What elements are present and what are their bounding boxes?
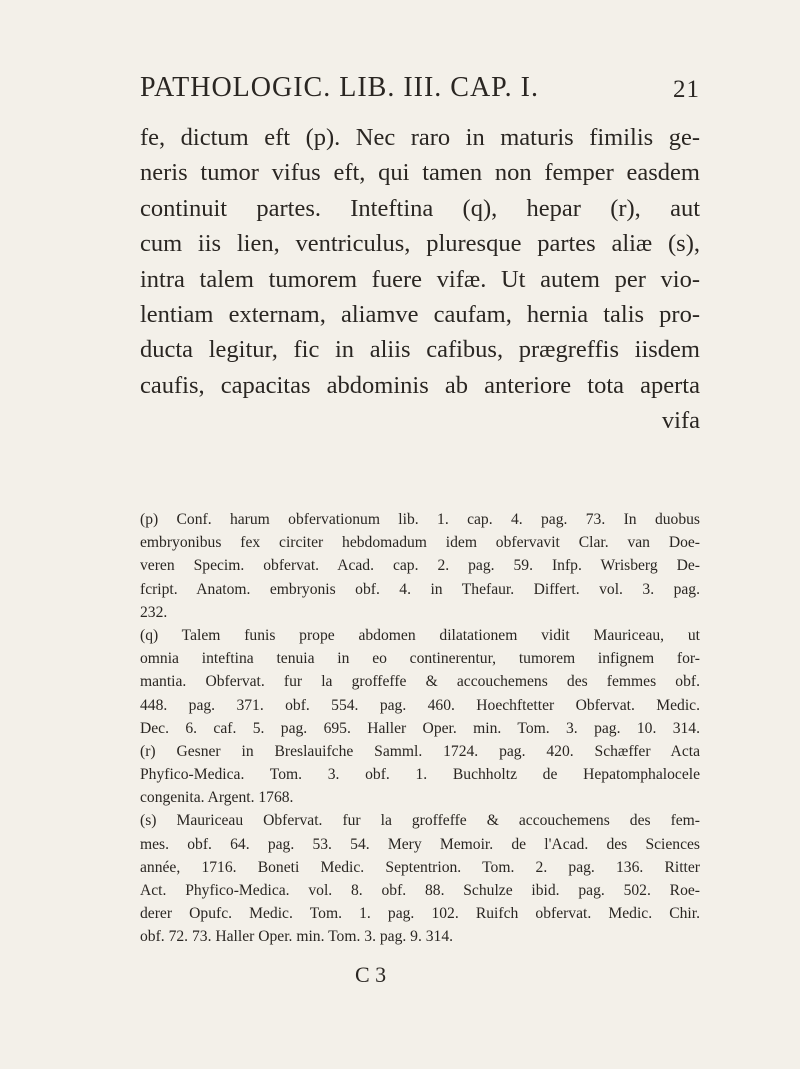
text-line: continuit partes. Inteftina (q), hepar (r), aut: [140, 194, 700, 222]
signature-mark: C 3: [355, 962, 387, 987]
text-line: intra talem tumorem fuere vifæ. Ut autem per vio-: [140, 265, 700, 293]
footnote-s-line: année, 1716. Boneti Medic. Septentrion. Tom. 2. pag. 136. Ritter: [140, 858, 700, 876]
footnote-q-line: Dec. 6. caf. 5. pag. 695. Haller Oper. min. Tom. 3. pag. 10. 314.: [140, 719, 700, 737]
footnote-p-line: veren Specim. obfervat. Acad. cap. 2. pag. 59. Infp. Wrisberg De-: [140, 557, 700, 575]
footnote-q-line: 448. pag. 371. obf. 554. pag. 460. Hoechftetter Obfervat. Medic.: [140, 696, 700, 714]
page-header: [140, 72, 700, 104]
footnote-s-line: mes. obf. 64. pag. 53. 54. Mery Memoir. de l'Acad. des Sciences: [140, 835, 700, 853]
main-text: [140, 120, 700, 439]
text-line: ducta legitur, fic in aliis cafibus, prægreffis iisdem: [140, 336, 700, 364]
text-line: cum iis lien, ventriculus, pluresque partes aliæ (s),: [140, 230, 700, 258]
text-line: lentiam externam, aliamve caufam, hernia talis pro-: [140, 300, 700, 328]
footnote-r-line: congenita. Argent. 1768.: [140, 789, 294, 807]
footnote-r-line: (r) Gesner in Breslauifche Samml. 1724. pag. 420. Schæffer Acta: [140, 742, 700, 760]
footnote-r-line: Phyfico-Medica. Tom. 3. obf. 1. Buchholtz de Hepatomphalocele: [140, 766, 700, 784]
footnote-q-line: (q) Talem funis prope abdomen dilatationem vidit Mauriceau, ut: [140, 626, 700, 644]
footnote-p-line: fcript. Anatom. embryonis obf. 4. in Thefaur. Differt. vol. 3. pag.: [140, 580, 700, 598]
footnotes: [140, 508, 700, 949]
text-line: caufis, capacitas abdominis ab anteriore tota aperta: [140, 371, 700, 399]
footnote-s-line: (s) Mauriceau Obfervat. fur la groffeffe & accouchemens des fem-: [140, 812, 700, 830]
catchword: vifa: [661, 407, 700, 435]
footnote-p-line: 232.: [140, 603, 168, 621]
footnote-s-line: Act. Phyfico-Medica. vol. 8. obf. 88. Schulze ibid. pag. 502. Roe-: [140, 882, 700, 899]
footnote-s-line: derer Opufc. Medic. Tom. 1. pag. 102. Ruifch obfervat. Medic. Chir.: [140, 905, 700, 923]
text-line: neris tumor vifus eft, qui tamen non femper easdem: [140, 159, 700, 187]
text-line: fe, dictum eft (p). Nec raro in maturis fimilis ge-: [140, 124, 700, 151]
running-title: PATHOLOGIC. LIB. III. CAP. I.: [140, 72, 539, 103]
footnote-s-line: obf. 72. 73. Haller Oper. min. Tom. 3. pag. 9. 314.: [140, 928, 454, 946]
footnote-p-line: (p) Conf. harum obfervationum lib. 1. cap. 4. pag. 73. In duobus: [140, 511, 700, 528]
footnote-q-line: mantia. Obfervat. fur la groffeffe & accouchemens des femmes obf.: [140, 673, 700, 691]
footnote-q-line: omnia inteftina tenuia in eo continerentur, tumorem infignem for-: [140, 650, 700, 668]
page-number: 21: [673, 76, 700, 103]
footnote-p-line: embryonibus fex circiter hebdomadum idem obfervavit Clar. van Doe-: [140, 534, 700, 552]
